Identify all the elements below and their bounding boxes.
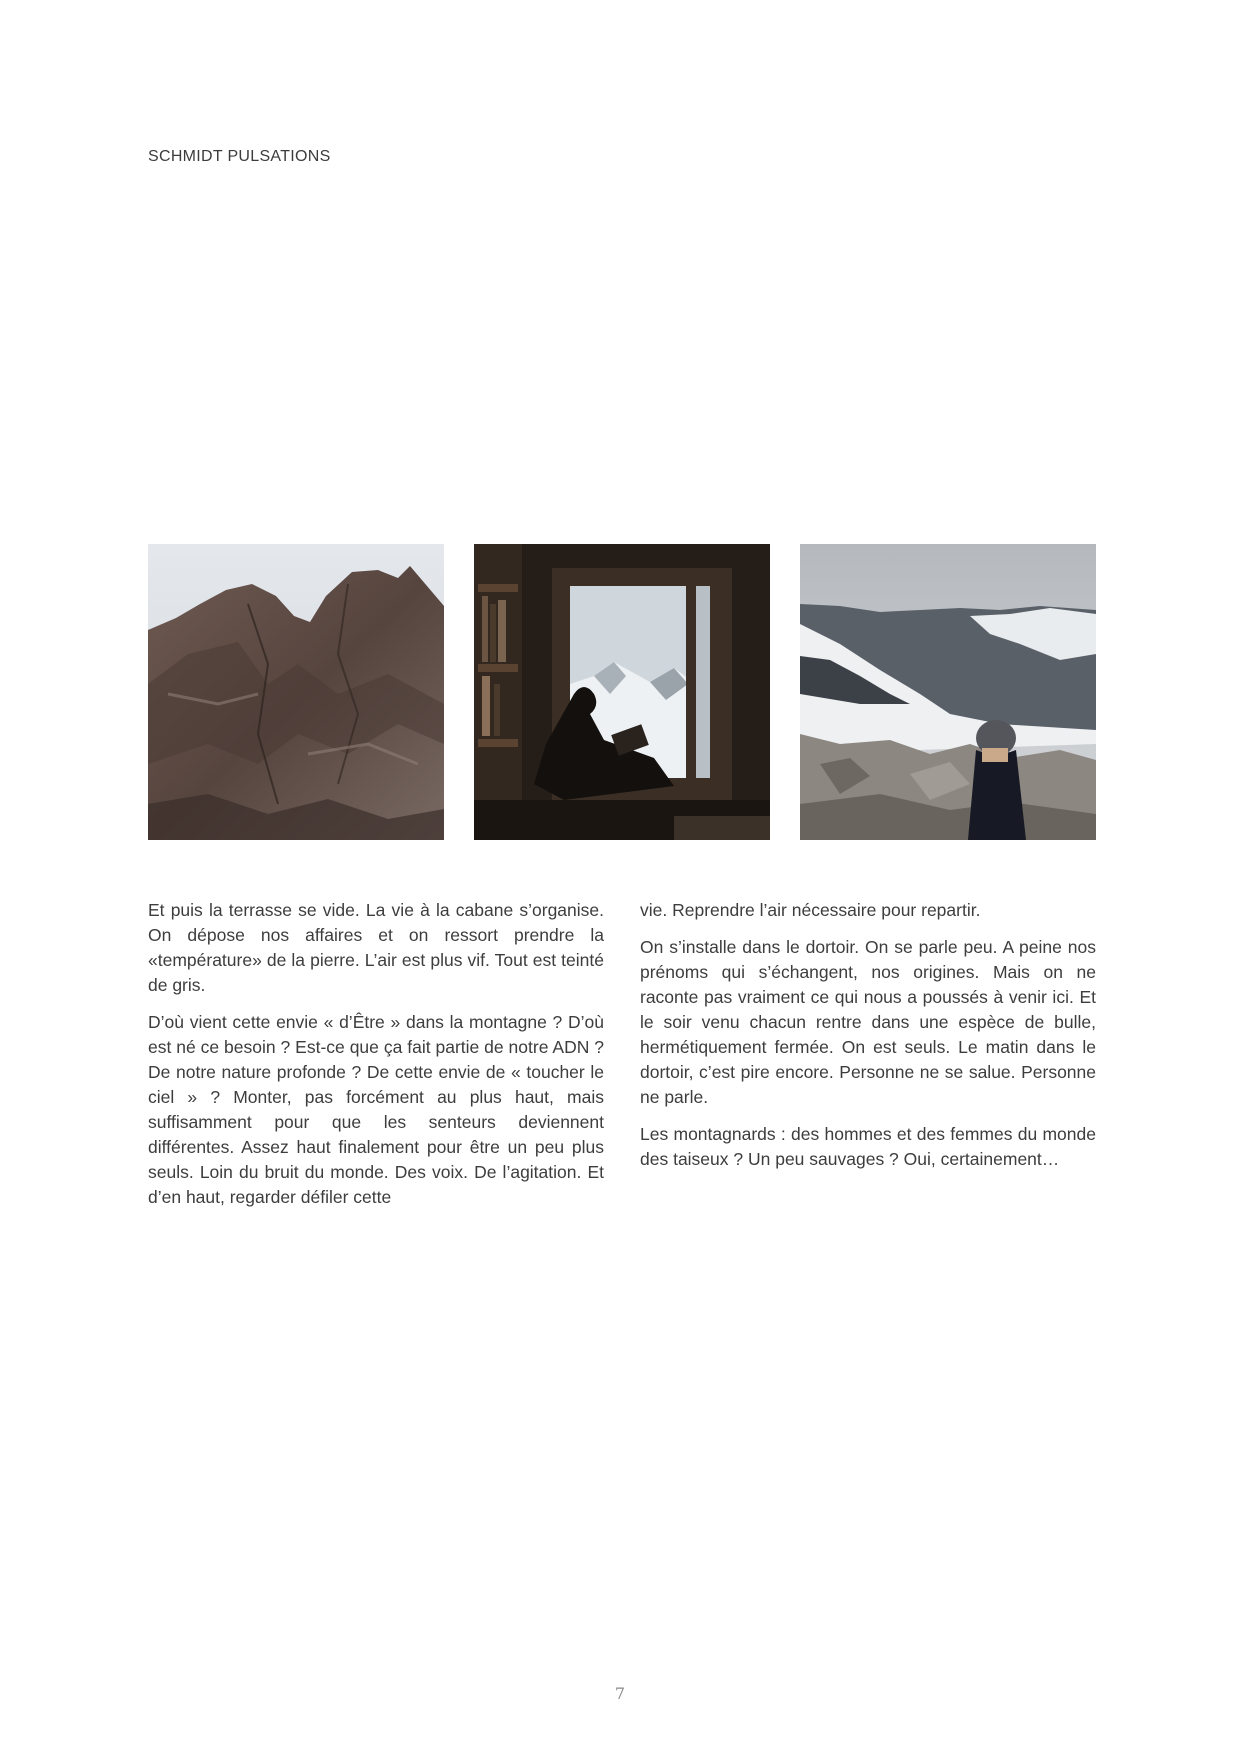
paragraph: Les montagnards : des hommes et des femmes du monde des taiseux ? Un peu sauvages ? Oui, certainement… <box>640 1124 1096 1169</box>
paragraph: D’où vient cette envie « d’Être » dans la montagne ? D’où est né ce besoin ? Est-ce que ça fait partie de notre ADN ? De notre nature profonde ? De cette envie de « toucher le ciel » ? Monter, pas forcément au plus haut, mais suffisamment pour que les senteurs deviennent différentes. Assez haut finalement pour être un peu plus seuls. Loin du bruit du monde. Des voix. De l’agitation. Et d’en haut, regarder défiler cette <box>148 1012 604 1207</box>
page-number: 7 <box>614 1684 626 1703</box>
photo-reader-at-window <box>474 544 770 840</box>
paragraph: vie. Reprendre l’air nécessaire pour repartir. <box>640 900 981 920</box>
photo-rock-face <box>148 544 444 840</box>
paragraph: On s’installe dans le dortoir. On se parle peu. A peine nos prénoms qui s’échangent, nos origines. Mais on ne raconte pas vraiment ce qui nous a poussés à venir ici. Et le soir venu chacun rentre dans une espèce de bulle, hermétiquement fermée. On est seuls. Le matin dans le dortoir, c’est pire encore. Personne ne se salue. Personne ne parle. <box>640 937 1096 1107</box>
text-column-left <box>148 898 604 1222</box>
running-header: SCHMIDT PULSATIONS <box>148 148 331 165</box>
photo-glacier-hiker <box>800 544 1096 840</box>
text-column-right <box>640 898 1096 1184</box>
paragraph: Et puis la terrasse se vide. La vie à la cabane s’organise. On dépose nos affaires et on ressort prendre la «température» de la pierre. L’air est plus vif. Tout est teinté de gris. <box>148 900 604 995</box>
